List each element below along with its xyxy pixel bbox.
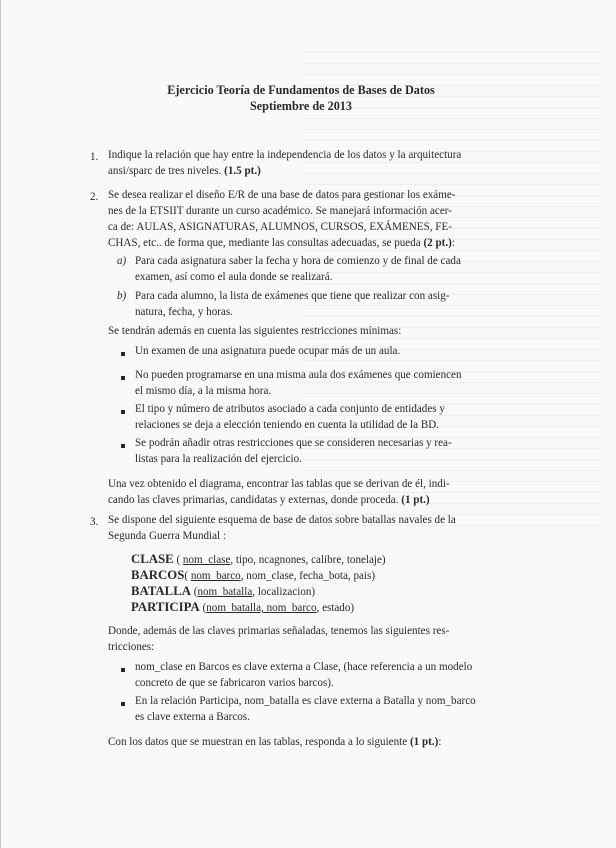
schema-barcos: BARCOS( nom_barco, nom_clase, fecha_bota, pais) — [131, 568, 376, 582]
foreign-key-line: es clave externa a Barcos. — [135, 711, 250, 723]
schema-clase: CLASE ( nom_clase, tipo, ncagnones, calibre, tonelaje) — [131, 552, 386, 566]
item-b-line: Para cada alumno, la lista de exámenes que tiene que realizar con asig- — [135, 290, 450, 302]
question-3-number: 3. — [90, 516, 99, 528]
bullet-icon — [121, 702, 125, 706]
closing-points: (1 pt.) — [401, 494, 430, 506]
restriction-line: El tipo y número de atributos asociado a cada conjunto de entidades y — [135, 403, 445, 415]
keys-line: Donde, además de las claves primarias señaladas, tenemos las siguientes res- — [108, 625, 450, 637]
bullet-icon — [121, 352, 125, 356]
bullet-icon — [121, 410, 125, 414]
question-3-line: Se dispone del siguiente esquema de base de datos sobre batallas navales de la — [108, 514, 456, 526]
item-a-label: a) — [117, 255, 127, 267]
question-2-points: (2 pt.) — [423, 237, 452, 249]
restriction-line: listas para la realización del ejercicio. — [135, 453, 302, 465]
final-line: Con los datos que se muestran en las tablas, responda a lo siguiente (1 pt.): — [108, 736, 442, 748]
item-a-line: examen, así como el aula donde se realizará. — [135, 271, 333, 283]
question-1-points: (1.5 pt.) — [224, 165, 261, 177]
foreign-key-line: nom_clase en Barcos es clave externa a Clase, (hace referencia a un modelo — [135, 661, 473, 673]
question-1-line: Indique la relación que hay entre la independencia de los datos y la arquitectura — [108, 149, 462, 161]
question-2-line: nes de la ETSIIT durante un curso académico. Se manejará información acer- — [108, 205, 452, 217]
schema-batalla: BATALLA (nom_batalla, localizacion) — [131, 584, 316, 598]
restriction-line: Un examen de una asignatura puede ocupar más de un aula. — [135, 345, 401, 357]
item-b-label: b) — [117, 290, 127, 302]
restriction-line: el mismo día, a la misma hora. — [135, 385, 272, 397]
question-2-number: 2. — [90, 191, 99, 203]
question-2-line: Se desea realizar el diseño E/R de una base de datos para gestionar los exáme- — [108, 189, 456, 201]
question-2-line: CHAS, etc.. de forma que, mediante las consultas adecuadas, se pueda (2 pt.): — [108, 237, 455, 249]
restriction-line: No pueden programarse en una misma aula dos exámenes que comiencen — [135, 369, 462, 381]
item-b-line: natura, fecha, y horas. — [135, 306, 233, 318]
bullet-icon — [121, 376, 125, 380]
bullet-icon — [121, 444, 125, 448]
foreign-key-line: concreto de que se fabricaron varios barcos). — [135, 677, 334, 689]
restrictions-intro: Se tendrán además en cuenta las siguientes restricciones mínimas: — [108, 325, 402, 337]
closing-line: cando las claves primarias, candidatas y externas, donde proceda. (1 pt.) — [108, 494, 430, 506]
restriction-line: Se podrán añadir otras restricciones que se consideren necesarias y rea- — [135, 437, 452, 449]
question-1-number: 1. — [90, 151, 99, 163]
schema-participa: PARTICIPA (nom_batalla, nom_barco, estado) — [131, 600, 355, 614]
question-1-line: ansi/sparc de tres niveles. (1.5 pt.) — [108, 165, 261, 177]
question-2-line: ca de: AULAS, ASIGNATURAS, ALUMNOS, CURSOS, EXÁMENES, FE- — [108, 221, 452, 233]
final-points: (1 pt.) — [409, 736, 439, 748]
page-subtitle: Septiembre de 2013 — [249, 99, 352, 113]
item-a-line: Para cada asignatura saber la fecha y hora de comienzo y de final de cada — [135, 255, 461, 267]
foreign-key-line: En la relación Participa, nom_batalla es clave externa a Batalla y nom_barco — [135, 695, 476, 707]
question-3-line: Segunda Guerra Mundial : — [108, 530, 226, 542]
bullet-icon — [121, 668, 125, 672]
page-title: Ejercicio Teoría de Fundamentos de Bases de Datos — [167, 83, 435, 97]
keys-line: tricciones: — [108, 641, 155, 653]
closing-line: Una vez obtenido el diagrama, encontrar las tablas que se derivan de él, indi- — [108, 478, 450, 490]
restriction-line: relaciones se deja a elección teniendo en cuenta la utilidad de la BD. — [135, 419, 440, 431]
